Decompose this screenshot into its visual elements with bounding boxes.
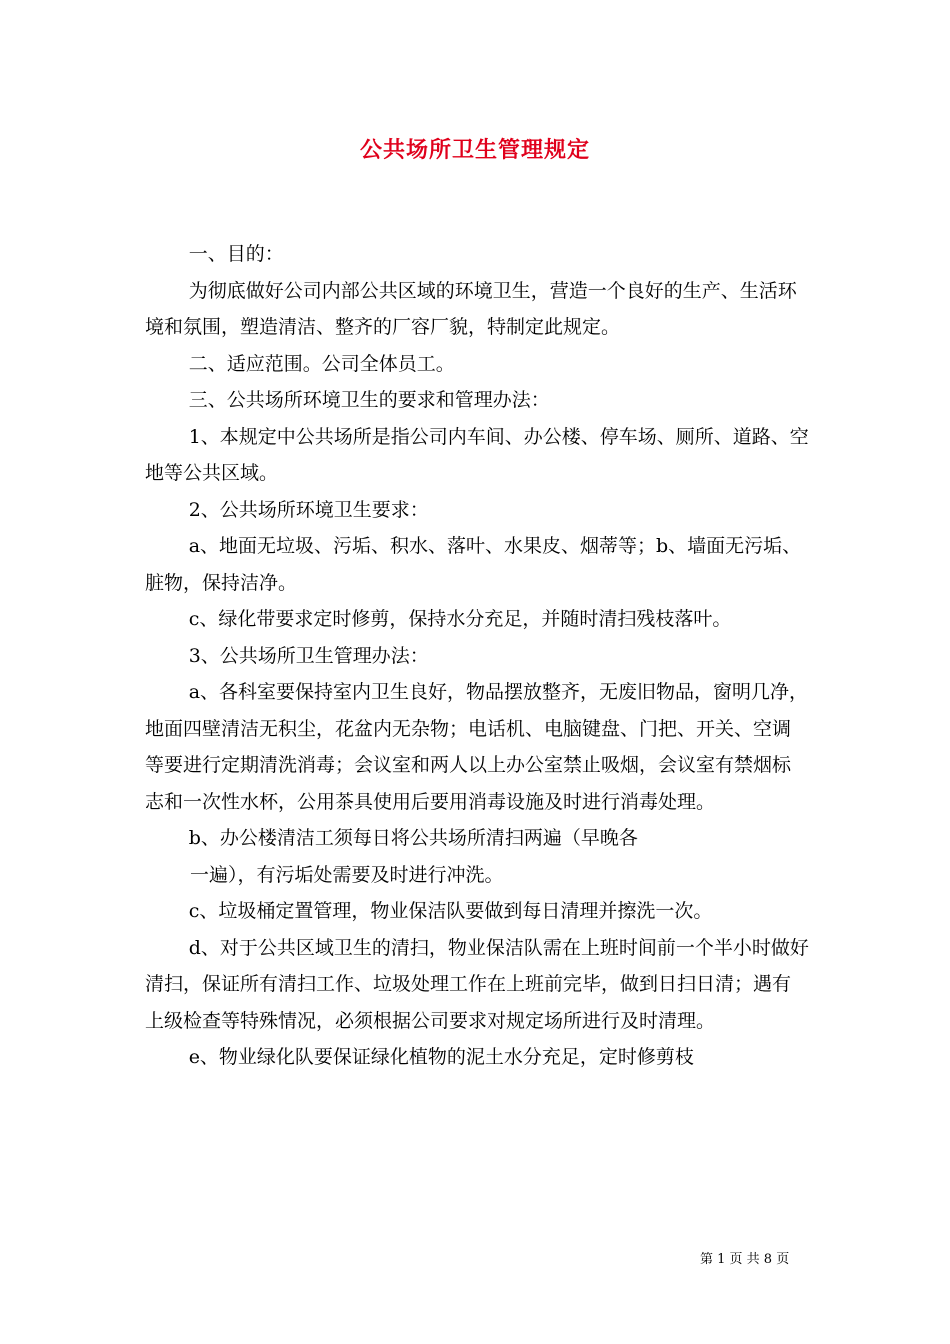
paragraph-item-3c: c、垃圾桶定置管理，物业保洁队要做到每日清理并擦洗一次。	[188, 900, 713, 922]
paragraph-item-2c: c、绿化带要求定时修剪，保持水分充足，并随时清扫残枝落叶。	[188, 608, 732, 630]
paragraph-item-2a: a、地面无垃圾、污垢、积水、落叶、水果皮、烟蒂等；b、墙面无污垢、脏物，保持洁净。	[145, 535, 802, 594]
paragraph-item-3d: d、对于公共区域卫生的清扫，物业保洁队需在上班时间前一个半小时做好清扫，保证所有清扫工作、垃圾处理工作在上班前完毕，做到日扫日清；遇有上级检查等特殊情况，必须根据公司要求对规定场所进行及时清理。	[145, 936, 809, 1032]
paragraph-scope: 二、适应范围。公司全体员工。	[188, 352, 455, 375]
document-title: 公共场所卫生管理规定	[359, 138, 590, 163]
paragraph-item-2: 2、公共场所环境卫生要求：	[188, 498, 429, 521]
paragraph-item-3b: b、办公楼清洁工须每日将公共场所清扫两遍（早晚各	[188, 827, 638, 849]
paragraph-item-3b-cont: 一遍），有污垢处需要及时进行冲洗。	[190, 863, 504, 886]
paragraph-requirements-heading: 三、公共场所环境卫生的要求和管理办法：	[188, 389, 550, 411]
paragraph-item-3: 3、公共场所卫生管理办法：	[188, 644, 429, 667]
document-body	[145, 236, 809, 1076]
paragraph-purpose-heading: 一、目的：	[188, 243, 284, 265]
page-number-footer: 第 1 页 共 8 页	[700, 1252, 790, 1267]
paragraph-item-3e: e、物业绿化队要保证绿化植物的泥土水分充足，定时修剪枝	[188, 1046, 694, 1068]
paragraph-item-1: 1、本规定中公共场所是指公司内车间、办公楼、停车场、厕所、道路、空地等公共区域。	[145, 425, 809, 484]
paragraph-purpose: 为彻底做好公司内部公共区域的环境卫生，营造一个良好的生产、生活环境和氛围，塑造清洁、整齐的厂容厂貌，特制定此规定。	[145, 279, 797, 338]
paragraph-item-3a: a、各科室要保持室内卫生良好，物品摆放整齐，无废旧物品，窗明几净，地面四壁清洁无积尘，花盆内无杂物；电话机、电脑键盘、门把、开关、空调等要进行定期清洗消毒；会议室和两人以上办公室禁止吸烟，会议室有禁烟标志和一次性水杯，公用茶具使用后要用消毒设施及时进行消毒处理。	[145, 681, 809, 813]
